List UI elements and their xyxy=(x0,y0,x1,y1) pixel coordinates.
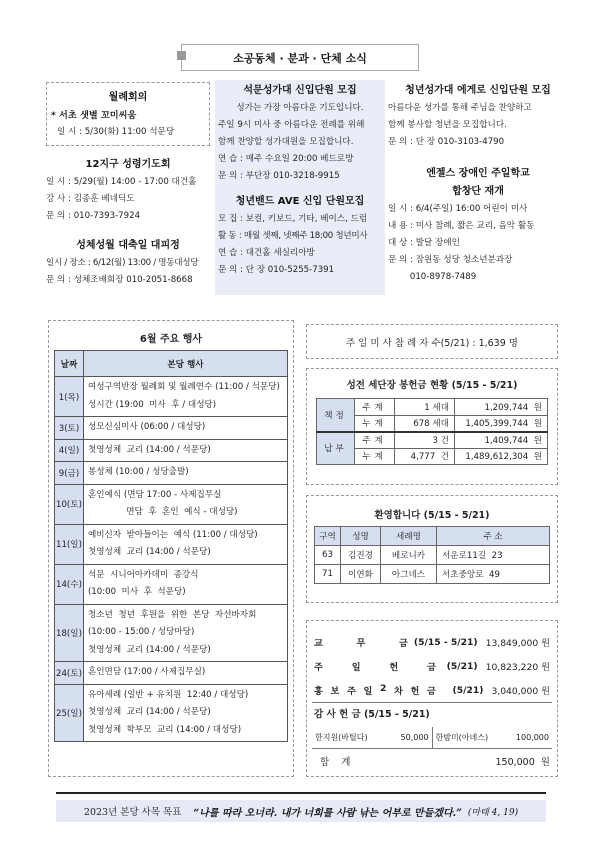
column-header-date: 날짜 xyxy=(55,351,84,377)
table-row xyxy=(55,484,288,524)
event-item: 첫영성체 교리 (14:00 / 석문당) xyxy=(87,644,211,655)
event-item: 석문 시니어아카데미 종강식 xyxy=(87,569,199,580)
event-item: 유아세례 (일반 + 유치원 12:40 / 대성당) xyxy=(87,689,249,700)
band-line: 모 집 : 보컬, 키보드, 기타, 베이스, 드럼 xyxy=(218,214,368,224)
event-item: (10:00 - 15:00 / 성당마당) xyxy=(87,627,195,637)
table-row xyxy=(55,564,288,604)
prayer-meeting-line: 일 시 : 5/29(월) 14:00 - 17:00 대건홀 xyxy=(46,177,197,187)
choir-line: 주일 9시 미사 중 아름다운 전례를 위해 xyxy=(218,120,365,130)
finance-label-char: 헌 xyxy=(410,686,420,697)
finance-label-char: 홍 xyxy=(314,686,323,697)
building-offering-title: 성전 세단장 봉헌금 현황 (5/15 - 5/21) xyxy=(346,380,518,391)
column-1 xyxy=(46,150,210,289)
youth-choir-line: 함께 봉사할 청년을 모집합니다. xyxy=(388,120,507,130)
finance-label-char: 금 xyxy=(427,662,436,673)
event-date: 10(토) xyxy=(55,484,84,524)
finance-row xyxy=(314,655,550,677)
event-item: 봉성체 (10:00 / 성당출발) xyxy=(87,467,189,477)
finance-label-char: 2 xyxy=(380,683,387,694)
corpus-christi-title: 성체성월 대축일 대피정 xyxy=(76,240,180,251)
offering-category: 책정 xyxy=(317,399,355,432)
event-item: (10:00 미사 후 석문당) xyxy=(87,587,186,597)
offering-count: 3 건 xyxy=(395,432,455,449)
finance-label xyxy=(314,683,442,697)
table-header-row xyxy=(315,527,550,546)
choir-title: 석문성가대 신입단원 모집 xyxy=(243,85,357,96)
finance-amount: 10,823,220 원 xyxy=(485,662,550,673)
finance-label xyxy=(314,659,442,673)
angels-line: 일 시 : 6/4(주일) 16:00 어린이 미사 xyxy=(388,204,528,214)
district: 71 xyxy=(315,565,341,584)
donor-name: 한밤미(아녜스) xyxy=(435,733,489,742)
table-row xyxy=(317,399,548,416)
table-row xyxy=(315,546,550,565)
finance-label-char: 주 xyxy=(314,662,323,673)
finance-label-char: 차 xyxy=(394,686,403,697)
event-item: 혼인예식 (면담 17:00 - 사제집무실 xyxy=(87,489,222,500)
june-events-title: 6월 주요 행사 xyxy=(139,334,203,345)
event-date: 14(수) xyxy=(55,564,84,604)
finance-label-char: 금 xyxy=(427,686,436,697)
youth-choir-line: 문 의 : 단 장 010-3103-4790 xyxy=(388,137,505,147)
divider xyxy=(312,702,552,703)
angels-line: 내 용 : 미사 참례, 짧은 교리, 음악 활동 xyxy=(388,221,535,231)
offering-period-label: 주계 xyxy=(355,399,395,416)
finance-label-char: 교 xyxy=(314,638,323,649)
corpus-christi-line: 일시 / 장소 : 6/12(월) 13:00 / 명동대성당 xyxy=(46,258,199,268)
monthly-meeting-schedule: 일 시 : 5/30(화) 11:00 석문당 xyxy=(57,127,175,137)
column-3 xyxy=(388,80,568,286)
angels-line: 대 상 : 발달 장애인 xyxy=(388,238,460,248)
monthly-meeting-group: * 서초 샛별 꼬미씨움 xyxy=(51,110,137,121)
finance-label xyxy=(314,635,414,649)
offering-period-label: 누계 xyxy=(355,448,395,465)
table-row xyxy=(55,684,288,742)
offering-amount: 1,489,612,304 원 xyxy=(455,448,548,465)
angels-line: 문 의 : 잠원동 성당 청소년분과장 xyxy=(388,255,513,265)
column-2-panel xyxy=(215,80,385,295)
finance-label-char: 일 xyxy=(363,686,373,697)
event-item: 예비신자 받아들이는 예식 (11:00 / 대성당) xyxy=(87,529,258,540)
column-header-baptismal-name: 세례명 xyxy=(381,527,437,546)
motto-label: 2023년 본당 사목 목표 xyxy=(83,807,182,818)
prayer-meeting-line: 강 사 : 김종훈 베네딕도 xyxy=(46,194,135,204)
offering-count: 4,777 건 xyxy=(395,448,455,465)
event-cell xyxy=(83,564,287,604)
offering-amount: 1,209,744 원 xyxy=(455,399,548,416)
event-cell xyxy=(83,439,287,462)
event-cell xyxy=(83,377,287,417)
finance-label-char: 보 xyxy=(330,686,340,697)
finance-label-char: 일 xyxy=(351,662,361,673)
motto-quote: “나를 따라 오너라. 내가 너희를 사람 낚는 어부로 만들겠다.” xyxy=(193,807,462,819)
corpus-christi-line: 문 의 : 성체조배회장 010-2051-8668 xyxy=(46,275,193,285)
welcome-table xyxy=(314,526,550,584)
june-events-table xyxy=(54,350,288,742)
thanks-total-row xyxy=(314,750,550,772)
angels-title: 엔젤스 장애인 주일학교 xyxy=(426,168,530,179)
event-date: 9(금) xyxy=(55,462,84,485)
column-header-district: 구역 xyxy=(315,527,341,546)
event-date: 3(토) xyxy=(55,417,84,440)
thanks-entry xyxy=(433,727,553,748)
offering-period-label: 누계 xyxy=(355,415,395,432)
thanks-offering-row xyxy=(312,727,552,749)
offering-amount: 1,409,744 원 xyxy=(455,432,548,449)
footer-rule xyxy=(56,792,546,794)
finance-period: (5/21) xyxy=(452,684,484,696)
choir-line: 성가는 가장 아름다운 기도입니다. xyxy=(236,103,364,113)
event-item: 첫영성체 학부모 교리 (14:00 / 대성당) xyxy=(87,724,242,735)
baptismal-name: 베로니카 xyxy=(381,546,437,565)
table-row xyxy=(315,565,550,584)
donation-amount: 50,000 xyxy=(400,733,429,742)
event-date: 4(일) xyxy=(55,439,84,462)
column-header-name: 성명 xyxy=(341,527,381,546)
thanks-offering-title: 감 사 헌 금 (5/15 - 5/21) xyxy=(314,709,430,720)
section-header xyxy=(181,44,419,71)
event-item: 성시간 (19:00 미사 후 / 대성당) xyxy=(87,399,217,410)
finance-amount: 13,849,000 원 xyxy=(485,638,550,649)
table-header-row xyxy=(55,351,288,377)
motto-reference: (마태 4, 19) xyxy=(467,807,519,818)
event-date: 24(토) xyxy=(55,662,84,685)
event-cell xyxy=(83,662,287,685)
table-row xyxy=(55,524,288,564)
finance-label-char: 헌 xyxy=(389,662,399,673)
angels-subtitle: 합창단 재개 xyxy=(452,186,504,197)
prayer-meeting-title: 12지구 성령기도회 xyxy=(85,159,171,170)
attendance-text: 주 일 미 사 참 례 자 수(5/21) : 1,639 명 xyxy=(346,337,518,349)
finance-label-char: 무 xyxy=(356,638,366,649)
attendance-box xyxy=(306,324,558,359)
table-row xyxy=(55,439,288,462)
finance-row xyxy=(314,679,550,701)
event-item: 첫영성체 교리 (14:00 / 석문당) xyxy=(87,547,211,557)
event-item: 혼인면담 (17:00 / 사제집무실) xyxy=(87,667,206,677)
monthly-meeting-title: 월례회의 xyxy=(108,92,148,103)
offering-count: 1 세대 xyxy=(395,399,455,416)
header-bullet-icon xyxy=(177,51,186,60)
prayer-meeting-line: 문 의 : 010-7393-7924 xyxy=(46,211,141,221)
event-item: 여성구역반장 월례회 및 월례연수 (11:00 / 석문당) xyxy=(87,382,280,392)
event-date: 11(일) xyxy=(55,524,84,564)
band-line: 문 의 : 단 장 010-5255-7391 xyxy=(218,265,335,275)
column-header-address: 주 소 xyxy=(437,527,550,546)
choir-line: 문 의 : 부단장 010-3218-9915 xyxy=(218,171,340,181)
table-row xyxy=(55,662,288,685)
event-date: 25(일) xyxy=(55,684,84,742)
finance-label-char: 금 xyxy=(399,638,408,649)
column-header-events: 본당 행사 xyxy=(83,351,287,377)
angels-line: 010-8978-7489 xyxy=(388,272,477,282)
member-name: 김진경 xyxy=(341,546,381,565)
event-item: 면담 후 혼인 예식 - 대성당) xyxy=(87,507,238,517)
finance-row xyxy=(314,631,550,653)
event-cell xyxy=(83,524,287,564)
finance-period: (5/15 - 5/21) xyxy=(413,636,478,648)
building-offering-table xyxy=(316,398,548,465)
footer-motto xyxy=(56,800,546,822)
event-cell xyxy=(83,462,287,485)
table-row xyxy=(317,432,548,449)
finance-label-char: 주 xyxy=(347,686,356,697)
offering-period-label: 주계 xyxy=(355,432,395,449)
finance-amount: 3,040,000 원 xyxy=(491,686,550,697)
event-cell xyxy=(83,417,287,440)
event-cell xyxy=(83,684,287,742)
member-name: 이연화 xyxy=(341,565,381,584)
event-item: 첫영성체 교리 (14:00 / 석문당) xyxy=(87,444,211,455)
band-title: 청년밴드 AVE 신입 단원모집 xyxy=(235,196,365,207)
address: 서운로11길 23 xyxy=(437,546,550,565)
band-line: 연 습 : 대건홀 세실리아방 xyxy=(218,248,315,258)
event-cell xyxy=(83,604,287,662)
offering-category: 납부 xyxy=(317,432,355,465)
event-item: 성모신심미사 (06:00 / 대성당) xyxy=(87,422,206,432)
band-line: 활 동 : 매월 셋째, 넷째주 18:00 청년미사 xyxy=(218,231,368,241)
youth-choir-line: 아름다운 성가를 통해 주님을 찬양하고 xyxy=(388,103,532,113)
donation-amount: 100,000 xyxy=(515,733,549,742)
offering-count: 678 세대 xyxy=(395,415,455,432)
total-amount: 150,000 원 xyxy=(495,757,550,768)
choir-line: 함께 찬양할 성가대원을 모집합니다. xyxy=(218,137,354,147)
baptismal-name: 아그네스 xyxy=(381,565,437,584)
event-date: 1(목) xyxy=(55,377,84,417)
table-row xyxy=(55,604,288,662)
choir-line: 연 습 : 매주 수요일 20:00 베드로방 xyxy=(218,154,354,164)
welcome-title: 환영합니다 (5/15 - 5/21) xyxy=(374,510,490,521)
event-item: 청소년 청년 후원을 위한 본당 자선바자회 xyxy=(87,609,257,620)
donor-name: 한지원(바틸다) xyxy=(315,733,368,742)
thanks-entry xyxy=(312,727,433,748)
table-row xyxy=(55,417,288,440)
event-cell xyxy=(83,484,287,524)
offering-amount: 1,405,399,744 원 xyxy=(455,415,548,432)
table-row xyxy=(55,462,288,485)
monthly-meeting-box xyxy=(46,82,210,146)
youth-choir-title: 청년성가대 에게로 신입단원 모집 xyxy=(405,85,551,96)
district: 63 xyxy=(315,546,341,565)
table-row xyxy=(55,377,288,417)
event-date: 18(일) xyxy=(55,604,84,662)
finance-period: (5/21) xyxy=(446,660,478,672)
event-item: 첫영성체 교리 (14:00 / 석문당) xyxy=(87,707,211,717)
section-title: 소공동체 · 분과 · 단체 소식 xyxy=(233,51,367,65)
address: 서초중앙로 49 xyxy=(437,565,550,584)
total-label: 합 계 xyxy=(320,757,351,768)
